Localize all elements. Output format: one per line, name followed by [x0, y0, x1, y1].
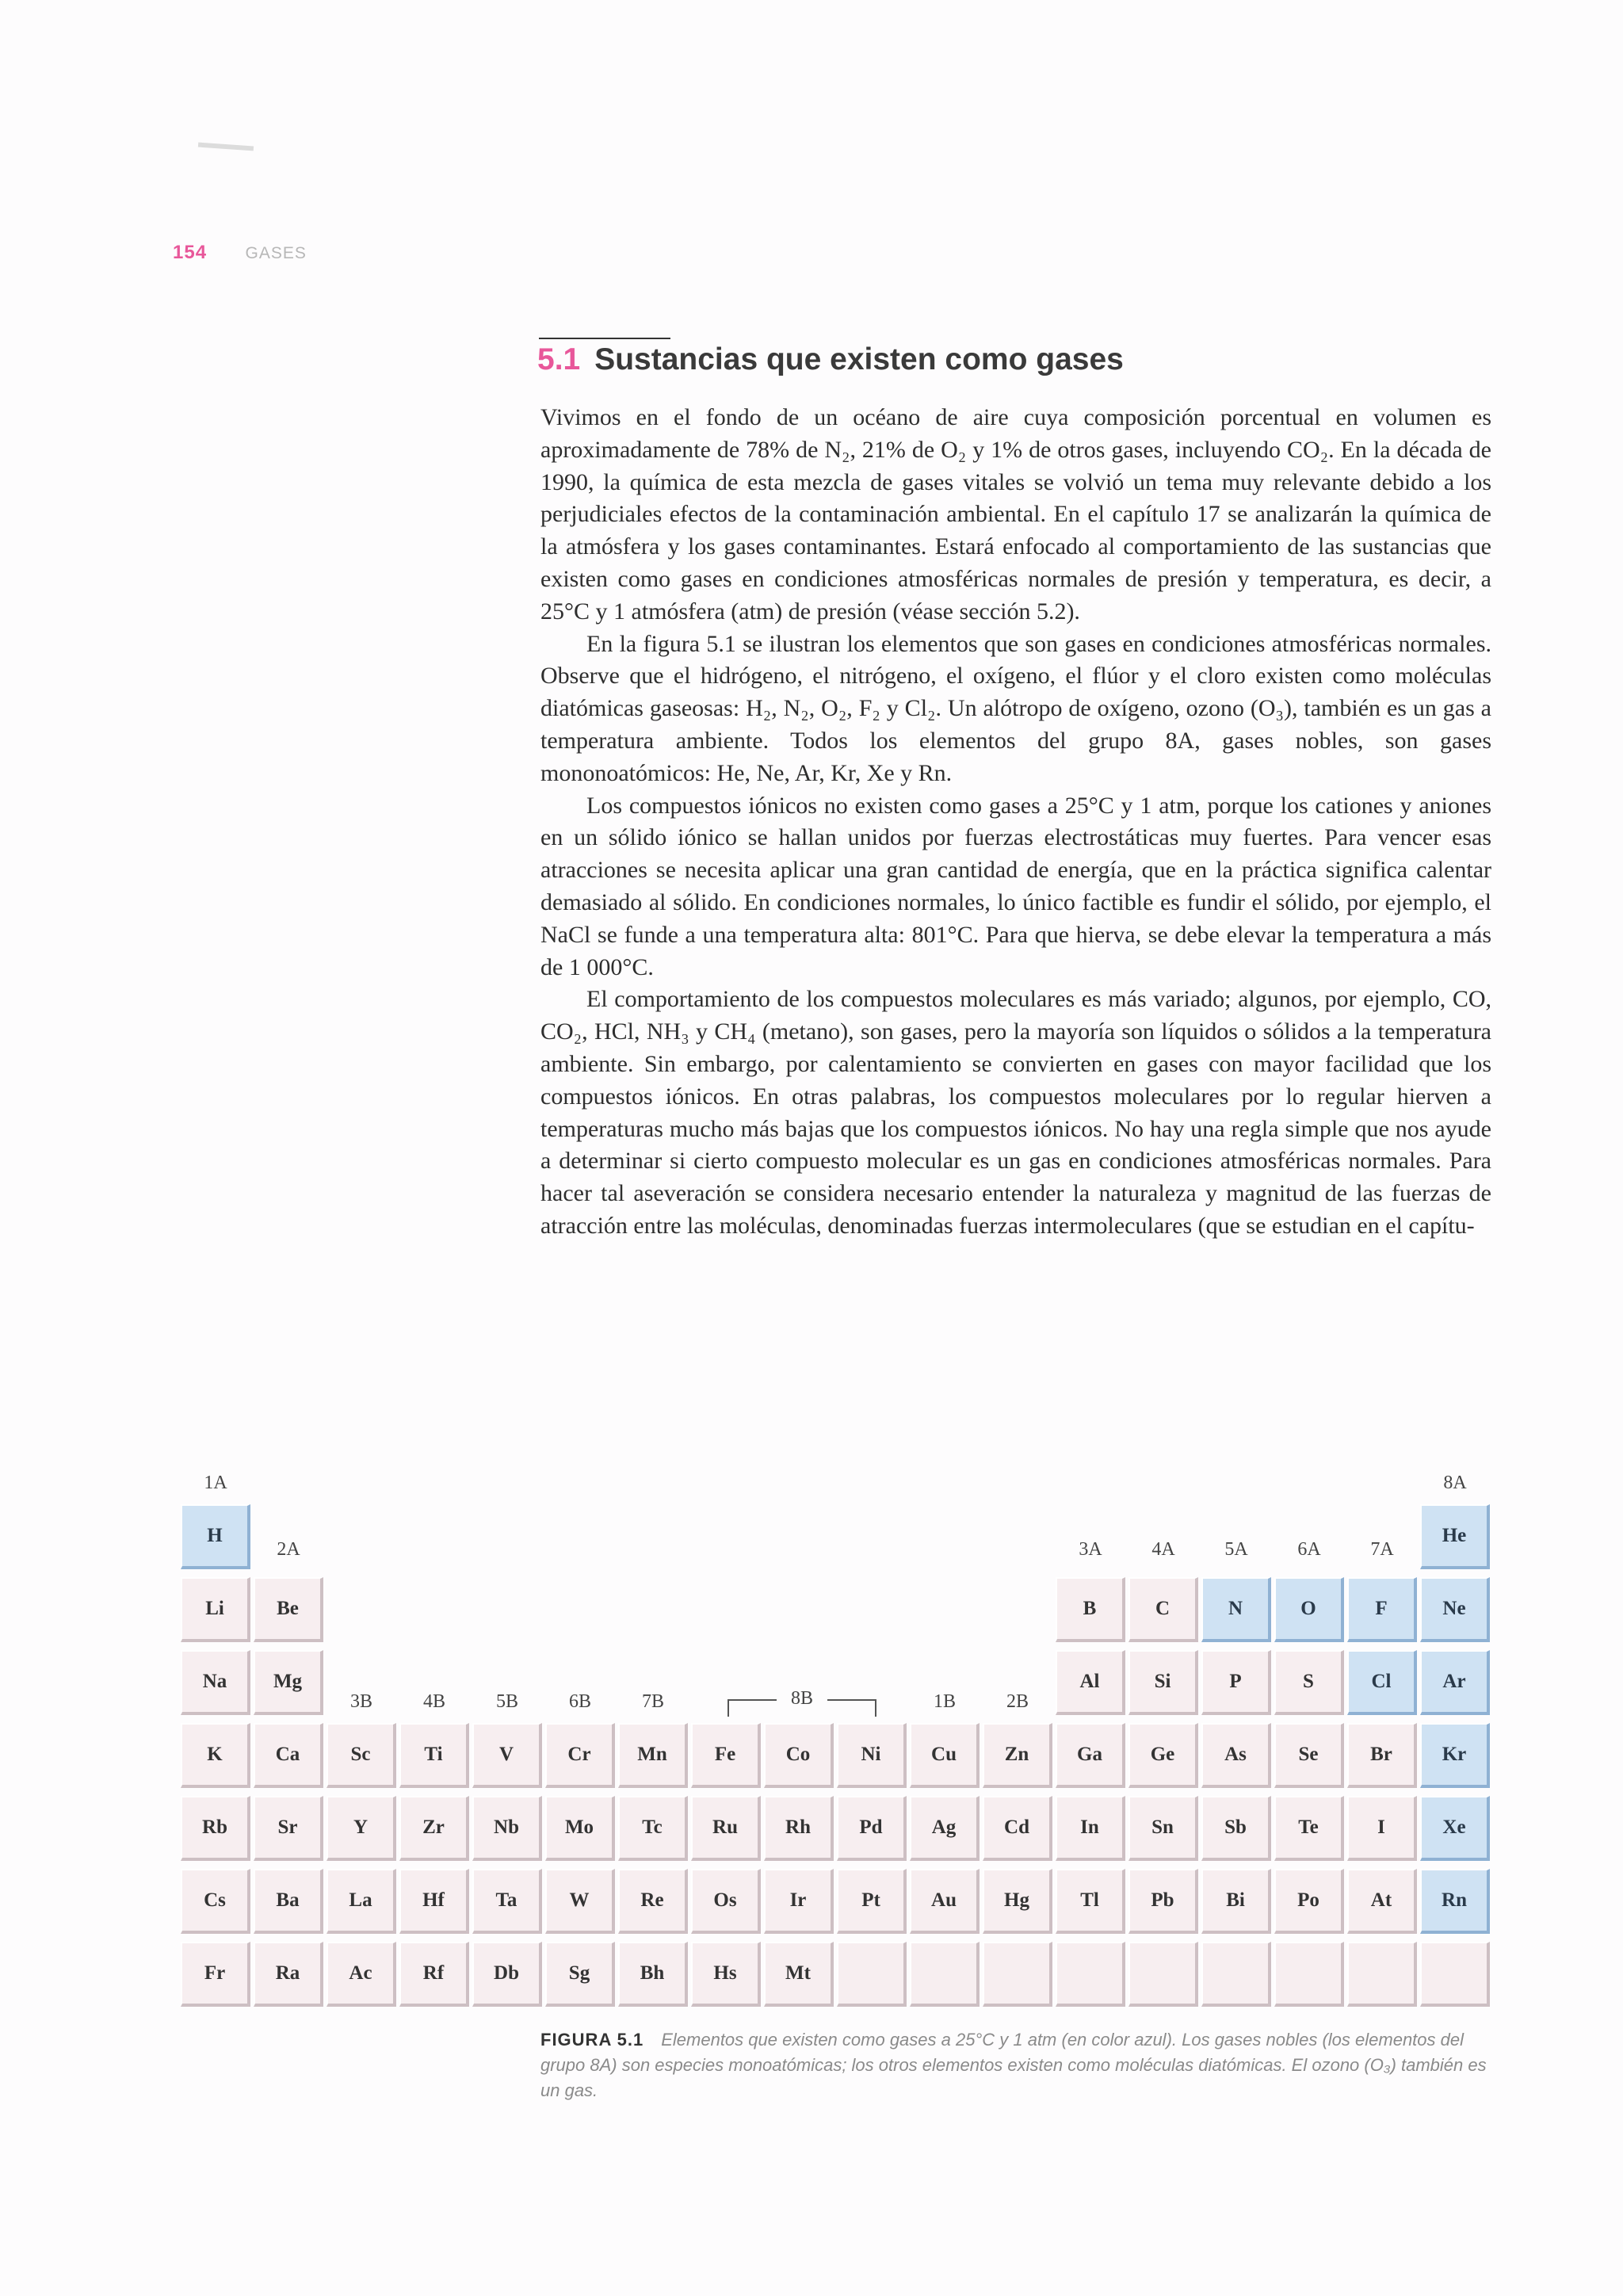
element-p: P [1201, 1650, 1271, 1715]
element-ne: Ne [1420, 1577, 1490, 1642]
periodic-table [181, 1473, 1495, 2011]
group-label-2a: 2A [277, 1539, 300, 1560]
section-number: 5.1 [537, 342, 581, 376]
section-heading [537, 342, 1124, 377]
element-ge: Ge [1128, 1723, 1198, 1788]
group-label-3b: 3B [349, 1691, 372, 1712]
figure-caption [540, 2027, 1491, 2103]
group-label-6a: 6A [1297, 1539, 1321, 1560]
section-rule [539, 338, 670, 339]
element-al: Al [1056, 1650, 1125, 1715]
element-rh: Rh [764, 1796, 834, 1861]
element-empty-6-12 [1056, 1942, 1125, 2007]
element-at: At [1347, 1869, 1417, 1934]
element-rn: Rn [1420, 1869, 1490, 1934]
element-rf: Rf [399, 1942, 469, 2007]
element-sg: Sg [545, 1942, 615, 2007]
page-header [173, 242, 307, 264]
element-y: Y [327, 1796, 396, 1861]
element-hs: Hs [691, 1942, 761, 2007]
element-as: As [1201, 1723, 1271, 1788]
paragraph-3: Los compuestos iónicos no existen como gases a 25°C y 1 atm, porque los cationes y aniones en un sólido iónico se hallan unidos por fuerzas electrostáticas muy fuertes. Para vencer esas atracciones se necesita aplicar una gran cantidad de energía, que en la práctica significa calentar demasiado al sólido. En condiciones normales, lo único factible es fundir el sólido, por ejemplo, el NaCl se funde a una temperatura alta: 801°C. Para que hierva, se debe elevar la temperatura a más de 1 000°C. [540, 792, 1491, 980]
page-number: 154 [173, 242, 208, 263]
element-hg: Hg [983, 1869, 1052, 1934]
element-tc: Tc [618, 1796, 688, 1861]
element-zn: Zn [983, 1723, 1052, 1788]
group-label-4a: 4A [1151, 1539, 1175, 1560]
element-i: I [1347, 1796, 1417, 1861]
body-text [540, 402, 1491, 1243]
element-kr: Kr [1420, 1723, 1490, 1788]
element-po: Po [1274, 1869, 1344, 1934]
element-la: La [327, 1869, 396, 1934]
element-pb: Pb [1128, 1869, 1198, 1934]
element-ir: Ir [764, 1869, 834, 1934]
group-label-7a: 7A [1370, 1539, 1394, 1560]
element-empty-6-9 [837, 1942, 907, 2007]
element-empty-6-15 [1274, 1942, 1344, 2007]
element-se: Se [1274, 1723, 1344, 1788]
element-empty-6-14 [1201, 1942, 1271, 2007]
element-be: Be [254, 1577, 323, 1642]
group-label-5b: 5B [495, 1691, 518, 1712]
element-empty-6-13 [1128, 1942, 1198, 2007]
element-mg: Mg [254, 1650, 323, 1715]
group-label-7b: 7B [641, 1691, 664, 1712]
group-label-5a: 5A [1224, 1539, 1248, 1560]
paragraph-4: El comportamiento de los compuestos moleculares es más variado; algunos, por ejemplo, CO, CO₂, HCl, NH₃ y CH₄ (metano), son gases, pero la mayoría son líquidos o sólidos a la temperatura ambiente. Sin embargo, por calentamiento se convierten en gases con mayor facilidad que los compuestos iónicos. En otras palabras, los compuestos moleculares por lo regular hierven a temperaturas mucho más bajas que los compuestos iónicos. No hay una regla simple que nos ayude a determinar si cierto compuesto molecular es un gas en condiciones atmosféricas normales. Para hacer tal aseveración se considera necesario entender la naturaleza y magnitud de las fuerzas de atracción entre las moléculas, denominadas fuerzas intermoleculares (que se estudian en el capítu- [540, 986, 1491, 1239]
element-ni: Ni [837, 1723, 907, 1788]
element-in: In [1056, 1796, 1125, 1861]
element-co: Co [764, 1723, 834, 1788]
group-label-6b: 6B [568, 1691, 591, 1712]
element-ag: Ag [910, 1796, 980, 1861]
element-ra: Ra [254, 1942, 323, 2007]
element-nb: Nb [472, 1796, 542, 1861]
element-n: N [1201, 1577, 1271, 1642]
figure-label: FIGURA 5.1 [540, 2030, 644, 2050]
element-sr: Sr [254, 1796, 323, 1861]
element-ar: Ar [1420, 1650, 1490, 1715]
element-br: Br [1347, 1723, 1417, 1788]
element-f: F [1347, 1577, 1417, 1642]
element-db: Db [472, 1942, 542, 2007]
element-mn: Mn [618, 1723, 688, 1788]
element-hf: Hf [399, 1869, 469, 1934]
paragraph-1: Vivimos en el fondo de un océano de aire cuya composición porcentual en volumen es aproximadamente de 78% de N₂, 21% de O₂ y 1% de otros gases, incluyendo CO₂. En la década de 1990, la química de esta mezcla de gases vitales se volvió un tema muy relevante debido a los perjudiciales efectos de la contaminación ambiental. En el capítulo 17 se analizarán la química de la atmósfera y los gases contaminantes. Estará enfocado al comportamiento de las sustancias que existen como gases en condiciones atmosféricas normales de presión y temperatura, es decir, a 25°C y 1 atmósfera (atm) de presión (véase sección 5.2). [540, 404, 1491, 625]
element-ba: Ba [254, 1869, 323, 1934]
element-pt: Pt [837, 1869, 907, 1934]
element-w: W [545, 1869, 615, 1934]
group-label-1a: 1A [204, 1473, 227, 1493]
element-os: Os [691, 1869, 761, 1934]
element-c: C [1128, 1577, 1198, 1642]
element-cd: Cd [983, 1796, 1052, 1861]
element-s: S [1274, 1650, 1344, 1715]
group-label-8a: 8A [1443, 1473, 1467, 1493]
element-ga: Ga [1056, 1723, 1125, 1788]
element-cs: Cs [181, 1869, 250, 1934]
element-pd: Pd [837, 1796, 907, 1861]
element-na: Na [181, 1650, 250, 1715]
element-ca: Ca [254, 1723, 323, 1788]
element-empty-6-10 [910, 1942, 980, 2007]
element-empty-6-17 [1420, 1942, 1490, 2007]
element-au: Au [910, 1869, 980, 1934]
group-label-2b: 2B [1006, 1691, 1029, 1712]
group-label-1b: 1B [933, 1691, 956, 1712]
element-re: Re [618, 1869, 688, 1934]
element-ac: Ac [327, 1942, 396, 2007]
running-head: GASES [245, 244, 307, 262]
element-sn: Sn [1128, 1796, 1198, 1861]
element-sc: Sc [327, 1723, 396, 1788]
element-li: Li [181, 1577, 250, 1642]
element-cl: Cl [1347, 1650, 1417, 1715]
figure-caption-text: Elementos que existen como gases a 25°C y 1 atm (en color azul). Los gases nobles (los elementos del grupo 8A) son especies monoatómicas; los otros elementos existen como moléculas diatómicas. El ozono (O₃) también es un gas. [540, 2030, 1487, 2100]
element-ru: Ru [691, 1796, 761, 1861]
element-empty-6-16 [1347, 1942, 1417, 2007]
element-mt: Mt [764, 1942, 834, 2007]
element-h: H [181, 1504, 250, 1569]
element-ti: Ti [399, 1723, 469, 1788]
element-cr: Cr [545, 1723, 615, 1788]
element-fr: Fr [181, 1942, 250, 2007]
group-label-3a: 3A [1079, 1539, 1102, 1560]
element-b: B [1056, 1577, 1125, 1642]
element-v: V [472, 1723, 542, 1788]
element-fe: Fe [691, 1723, 761, 1788]
element-xe: Xe [1420, 1796, 1490, 1861]
element-zr: Zr [399, 1796, 469, 1861]
element-rb: Rb [181, 1796, 250, 1861]
element-empty-6-11 [983, 1942, 1052, 2007]
element-o: O [1274, 1577, 1344, 1642]
element-mo: Mo [545, 1796, 615, 1861]
element-sb: Sb [1201, 1796, 1271, 1861]
group-label-4b: 4B [422, 1691, 445, 1712]
element-si: Si [1128, 1650, 1198, 1715]
element-bi: Bi [1201, 1869, 1271, 1934]
group-label-8b: 8B [777, 1688, 827, 1710]
element-cu: Cu [910, 1723, 980, 1788]
element-ta: Ta [472, 1869, 542, 1934]
paragraph-2: En la figura 5.1 se ilustran los elementos que son gases en condiciones atmosféricas normales. Observe que el hidrógeno, el nitrógeno, el oxígeno, el flúor y el cloro existen como moléculas diatómicas gaseosas: H₂, N₂, O₂, F₂ y Cl₂. Un alótropo de oxígeno, ozono (O₃), también es un gas a temperatura ambiente. Todos los elementos del grupo 8A, gases nobles, son gases mononoatómicos: He, Ne, Ar, Kr, Xe y Rn. [540, 630, 1491, 786]
section-title: Sustancias que existen como gases [594, 342, 1124, 376]
element-te: Te [1274, 1796, 1344, 1861]
element-bh: Bh [618, 1942, 688, 2007]
element-he: He [1420, 1504, 1490, 1569]
element-k: K [181, 1723, 250, 1788]
corner-mark [198, 143, 254, 151]
element-tl: Tl [1056, 1869, 1125, 1934]
